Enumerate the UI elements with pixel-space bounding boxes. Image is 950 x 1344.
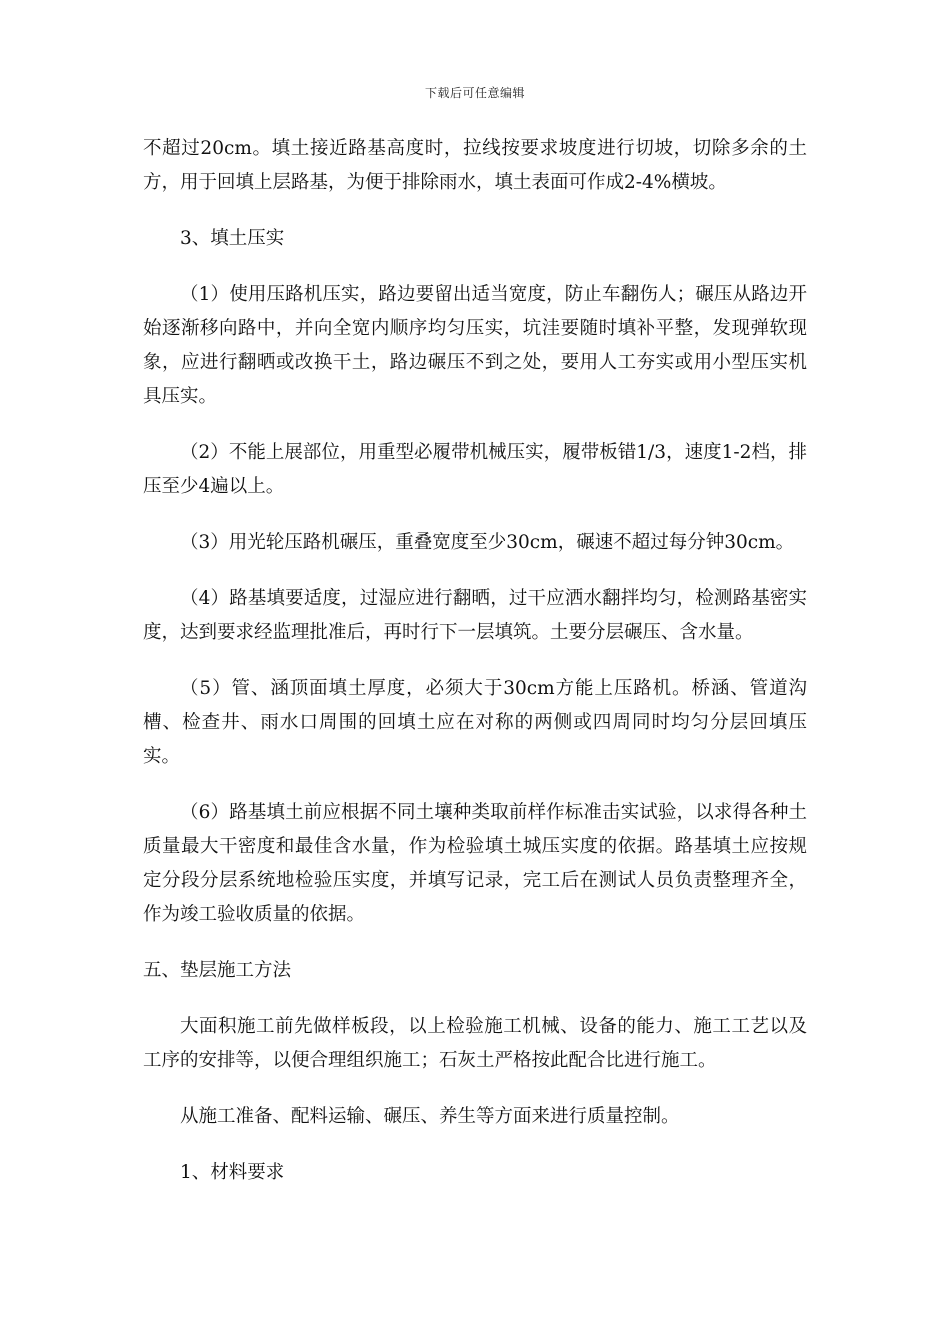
paragraph-quality-control: 从施工准备、配料运输、碾压、养生等方面来进行质量控制。 [180, 1106, 680, 1127]
paragraph-item-2: （2）不能上展部位，用重型必履带机械压实，履带板错1/3，速度1-2档，排压至少4遍以上。 [143, 442, 807, 497]
document-body [143, 132, 807, 1212]
subheading-fill-compaction: 3、填土压实 [180, 228, 285, 249]
paragraph-sample-section: 大面积施工前先做样板段，以上检验施工机械、设备的能力、施工工艺以及工序的安排等，以便合理组织施工；石灰土严格按此配合比进行施工。 [143, 1016, 807, 1071]
paragraph-item-6: （6）路基填土前应根据不同土壤种类取前样作标准击实试验，以求得各种土质量最大干密度和最佳含水量，作为检验填土城压实度的依据。路基填土应按规定分段分层系统地检验压实度，并填写记录，完工后在测试人员负责整理齐全，作为竣工验收质量的依据。 [143, 802, 807, 925]
page-header: 下载后可任意编辑 [424, 86, 525, 100]
section-heading-cushion-layer: 五、垫层施工方法 [143, 960, 292, 981]
paragraph-fill-continuation: 不超过20cm。填土接近路基高度时，拉线按要求坡度进行切坡，切除多余的土方，用于回填上层路基，为便于排除雨水，填土表面可作成2-4%横坡。 [143, 138, 807, 193]
paragraph-item-5: （5）管、涵顶面填土厚度，必须大于30cm方能上压路机。桥涵、管道沟槽、检查井、雨水口周围的回填土应在对称的两侧或四周同时均匀分层回填压实。 [143, 678, 807, 767]
paragraph-item-3: （3）用光轮压路机碾压，重叠宽度至少30cm，碾速不超过每分钟30cm。 [180, 532, 795, 553]
subheading-material-requirements: 1、材料要求 [180, 1162, 285, 1183]
paragraph-item-1: （1）使用压路机压实，路边要留出适当宽度，防止车翻伤人；碾压从路边开始逐渐移向路中，并向全宽内顺序均匀压实，坑洼要随时填补平整，发现弹软现象，应进行翻晒或改换干土，路边碾压不到之处，要用人工夯实或用小型压实机具压实。 [143, 284, 807, 407]
paragraph-item-4: （4）路基填要适度，过湿应进行翻晒，过干应洒水翻拌均匀，检测路基密实度，达到要求经监理批准后，再时行下一层填筑。土要分层碾压、含水量。 [143, 588, 807, 643]
